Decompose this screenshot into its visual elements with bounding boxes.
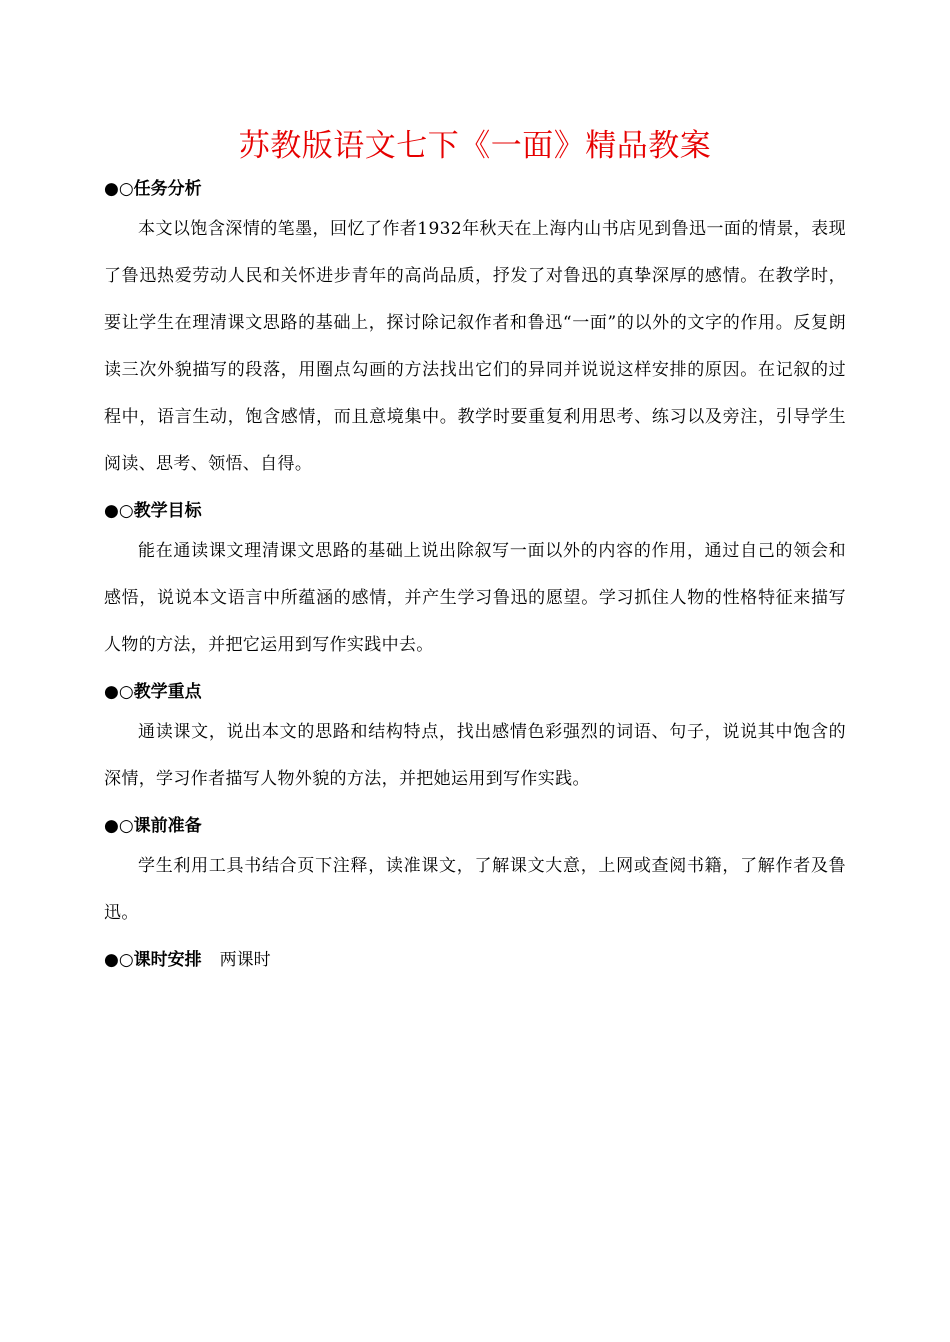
section-paragraph: 通读课文，说出本文的思路和结构特点，找出感情色彩强烈的词语、句子，说说其中饱含的深情，学习作者描写人物外貌的方法，并把她运用到写作实践。	[104, 722, 846, 789]
section-inline-text: 两课时	[219, 950, 271, 970]
section-heading-row	[104, 943, 846, 977]
section-heading: ●○任务分析	[104, 179, 202, 199]
section-task-analysis	[104, 172, 846, 488]
section-heading: ●○课前准备	[104, 816, 202, 836]
document-page	[104, 120, 846, 977]
section-teaching-focus	[104, 675, 846, 803]
section-preparation	[104, 809, 846, 937]
section-heading-text: ●○课时安排	[104, 950, 202, 970]
section-paragraph: 本文以饱含深情的笔墨，回忆了作者1932年秋天在上海内山书店见到鲁迅一面的情景，表现了鲁迅热爱劳动人民和关怀进步青年的高尚品质，抒发了对鲁迅的真挚深厚的感情。在教学时，要让学生在理清课文思路的基础上，探讨除记叙作者和鲁迅“一面”的以外的文字的作用。反复朗读三次外貌描写的段落，用圈点勾画的方法找出它们的异同并说说这样安排的原因。在记叙的过程中，语言生动，饱含感情，而且意境集中。教学时要重复利用思考、练习以及旁注，引导学生阅读、思考、领悟、自得。	[104, 219, 846, 474]
section-paragraph: 学生利用工具书结合页下注释，读准课文，了解课文大意，上网或查阅书籍，了解作者及鲁迅。	[104, 856, 846, 923]
section-paragraph: 能在通读课文理清课文思路的基础上说出除叙写一面以外的内容的作用，通过自己的领会和感悟，说说本文语言中所蕴涵的感情，并产生学习鲁迅的愿望。学习抓住人物的性格特征来描写人物的方法，并把它运用到写作实践中去。	[104, 541, 846, 655]
section-heading: ●○教学重点	[104, 682, 202, 702]
document-title: 苏教版语文七下《一面》精品教案	[238, 128, 712, 164]
section-teaching-goals	[104, 494, 846, 669]
section-heading: ●○教学目标	[104, 501, 202, 521]
section-schedule	[104, 943, 846, 977]
